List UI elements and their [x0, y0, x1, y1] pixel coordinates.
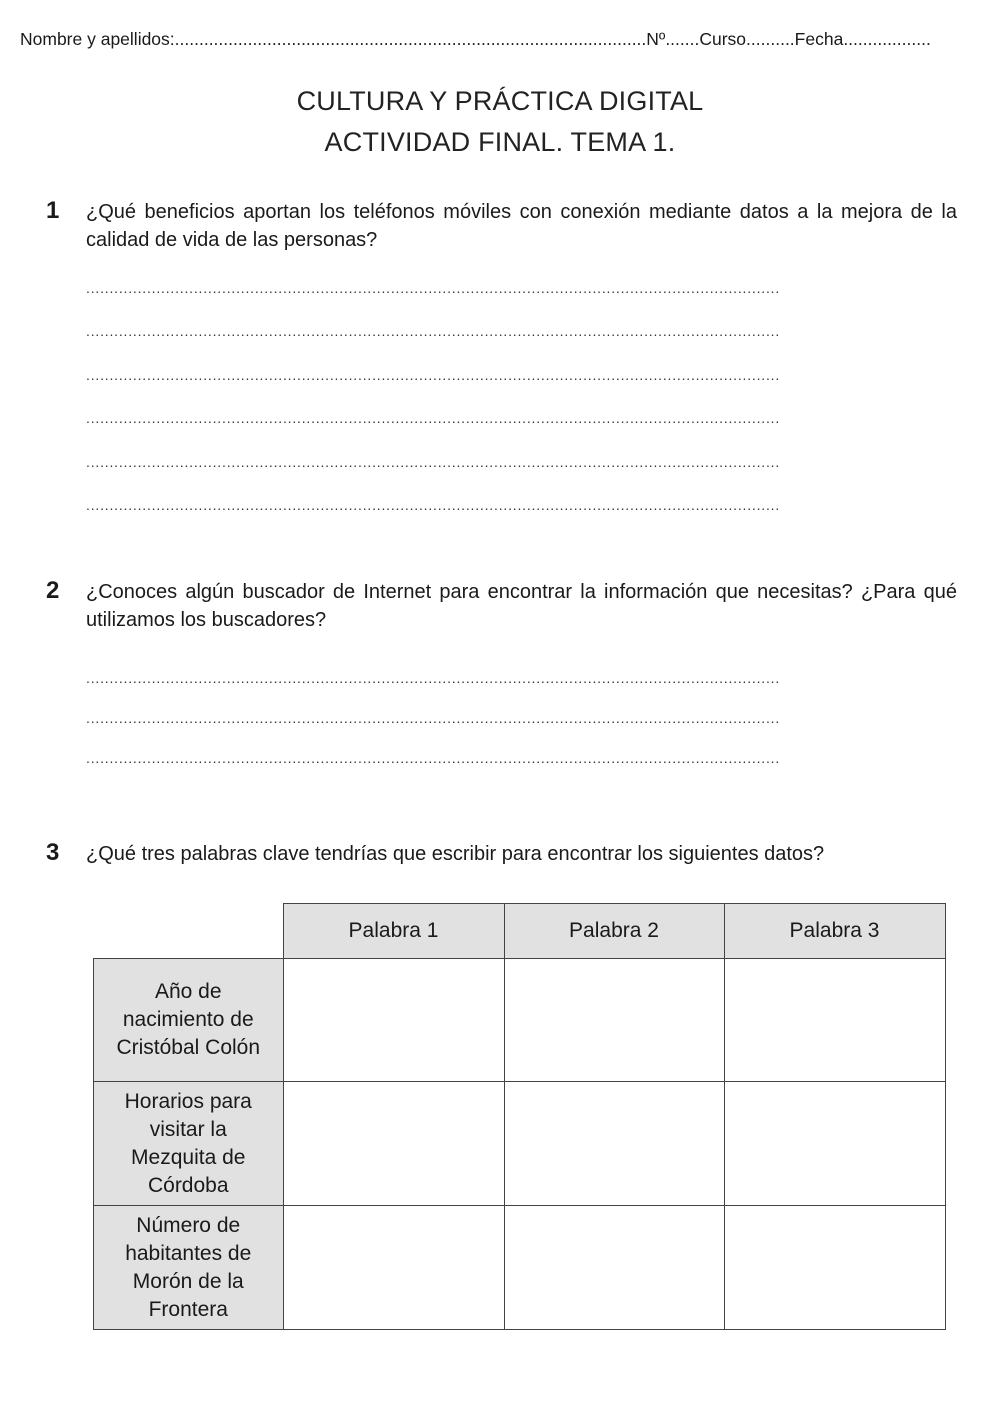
answer-line-2-2[interactable]: .................................................................................................................................................... [86, 710, 781, 726]
table-row [94, 1206, 946, 1330]
page-subtitle: ACTIVIDAD FINAL. TEMA 1. [324, 127, 676, 157]
name-label: Nombre y apellidos: [20, 29, 175, 49]
cell-mezquita-palabra-2[interactable] [504, 1082, 724, 1206]
table-corner [94, 904, 284, 959]
page-title: CULTURA Y PRÁCTICA DIGITAL [296, 86, 704, 116]
course-label: Curso [699, 29, 747, 49]
question-2-text: ¿Conoces algún buscador de Internet para encontrar la información que necesitas? ¿Para qué utilizamos los buscadores? [86, 581, 957, 631]
question-1-text: ¿Qué beneficios aportan los teléfonos móviles con conexión mediante datos a la mejora de la calidad de vida de las personas? [86, 201, 957, 251]
answer-line-2-3[interactable]: .................................................................................................................................................... [86, 750, 781, 766]
question-2-number: 2 [46, 577, 60, 604]
question-1-number: 1 [46, 197, 60, 224]
table-row [94, 1082, 946, 1206]
row-label-moron [94, 1206, 284, 1330]
table-row [94, 959, 946, 1082]
row-label-moron-text: Número de habitantes de Morón de la Frontera [125, 1213, 252, 1321]
table-header-row [94, 904, 946, 959]
header-palabra-1: Palabra 1 [283, 904, 504, 959]
row-label-colon-text: Año de nacimiento de Cristóbal Colón [116, 980, 261, 1059]
number-label: Nº [646, 29, 666, 49]
row-label-colon [94, 959, 284, 1082]
cell-moron-palabra-3[interactable] [724, 1206, 945, 1330]
header-palabra-2: Palabra 2 [504, 904, 724, 959]
course-field[interactable]: .......... [746, 29, 795, 49]
answer-line-1-5[interactable]: .................................................................................................................................................... [86, 454, 781, 470]
header-palabra-3: Palabra 3 [724, 904, 945, 959]
cell-moron-palabra-1[interactable] [283, 1206, 504, 1330]
cell-moron-palabra-2[interactable] [504, 1206, 724, 1330]
cell-mezquita-palabra-3[interactable] [724, 1082, 945, 1206]
cell-colon-palabra-2[interactable] [504, 959, 724, 1082]
date-label: Fecha [794, 29, 844, 49]
student-info-line [20, 29, 990, 50]
answer-line-2-1[interactable]: .................................................................................................................................................... [86, 670, 781, 686]
question-3-text: ¿Qué tres palabras clave tendrías que escribir para encontrar los siguientes datos? [86, 843, 825, 865]
question-3-number: 3 [46, 839, 60, 866]
number-field[interactable]: ....... [665, 29, 700, 49]
cell-colon-palabra-3[interactable] [724, 959, 945, 1082]
answer-line-1-4[interactable]: .................................................................................................................................................... [86, 410, 781, 426]
row-label-mezquita-text: Horarios para visitar la Mezquita de Córdoba [124, 1089, 252, 1197]
row-label-mezquita [94, 1082, 284, 1206]
keywords-table [93, 903, 946, 1330]
name-field[interactable]: ................................................................................................. [174, 29, 647, 49]
date-field[interactable]: .................. [843, 29, 931, 49]
answer-line-1-3[interactable]: .................................................................................................................................................... [86, 367, 781, 383]
answer-line-1-1[interactable]: .................................................................................................................................................... [86, 280, 781, 296]
answer-line-1-2[interactable]: .................................................................................................................................................... [86, 323, 781, 339]
cell-colon-palabra-1[interactable] [283, 959, 504, 1082]
cell-mezquita-palabra-1[interactable] [283, 1082, 504, 1206]
answer-line-1-6[interactable]: .................................................................................................................................................... [86, 497, 781, 513]
